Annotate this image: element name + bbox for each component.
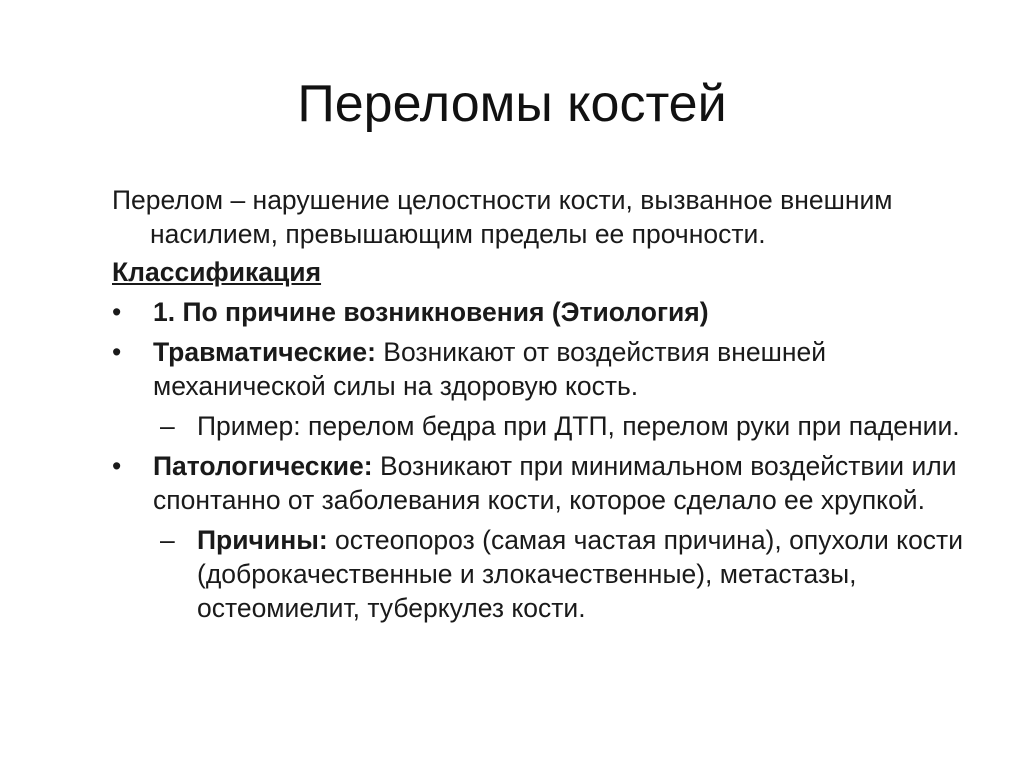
sub-item-text: остеопороз (самая частая причина), опухоли кости (доброкачественные и злокачественные), метастазы, остеомиелит, туберкулез кости. [197, 525, 963, 623]
list-item-traumatic [112, 335, 992, 403]
sub-item-causes [112, 523, 992, 625]
bullet-icon: • [112, 337, 122, 367]
sub-item-example [112, 409, 992, 443]
dash-icon: – [160, 525, 175, 555]
list-item-bold: Травматические: [153, 337, 376, 367]
sub-item-bold: Причины: [197, 525, 328, 555]
list-item-pathological [112, 449, 992, 517]
list-item-bold: Патологические: [153, 451, 373, 481]
list-item-bold: 1. По причине возникновения (Этиология) [153, 297, 709, 327]
slide-body [112, 183, 992, 631]
slide-title: Переломы костей [297, 75, 727, 133]
sub-item-text: Пример: перелом бедра при ДТП, перелом руки при падении. [197, 411, 960, 441]
list-item-text: Возникают при минимальном воздействии или спонтанно от заболевания кости, которое сделало ее хрупкой. [153, 451, 957, 515]
definition-text: Перелом – нарушение целостности кости, вызванное внешним насилием, превышающим пределы ее прочности. [112, 185, 893, 249]
list-item-etiology [112, 295, 992, 329]
classification-heading: Классификация [112, 257, 322, 287]
list-item-text: Возникают от воздействия внешней механической силы на здоровую кость. [153, 337, 827, 401]
dash-icon: – [160, 411, 175, 441]
bullet-icon: • [112, 451, 122, 481]
bullet-icon: • [112, 297, 122, 327]
